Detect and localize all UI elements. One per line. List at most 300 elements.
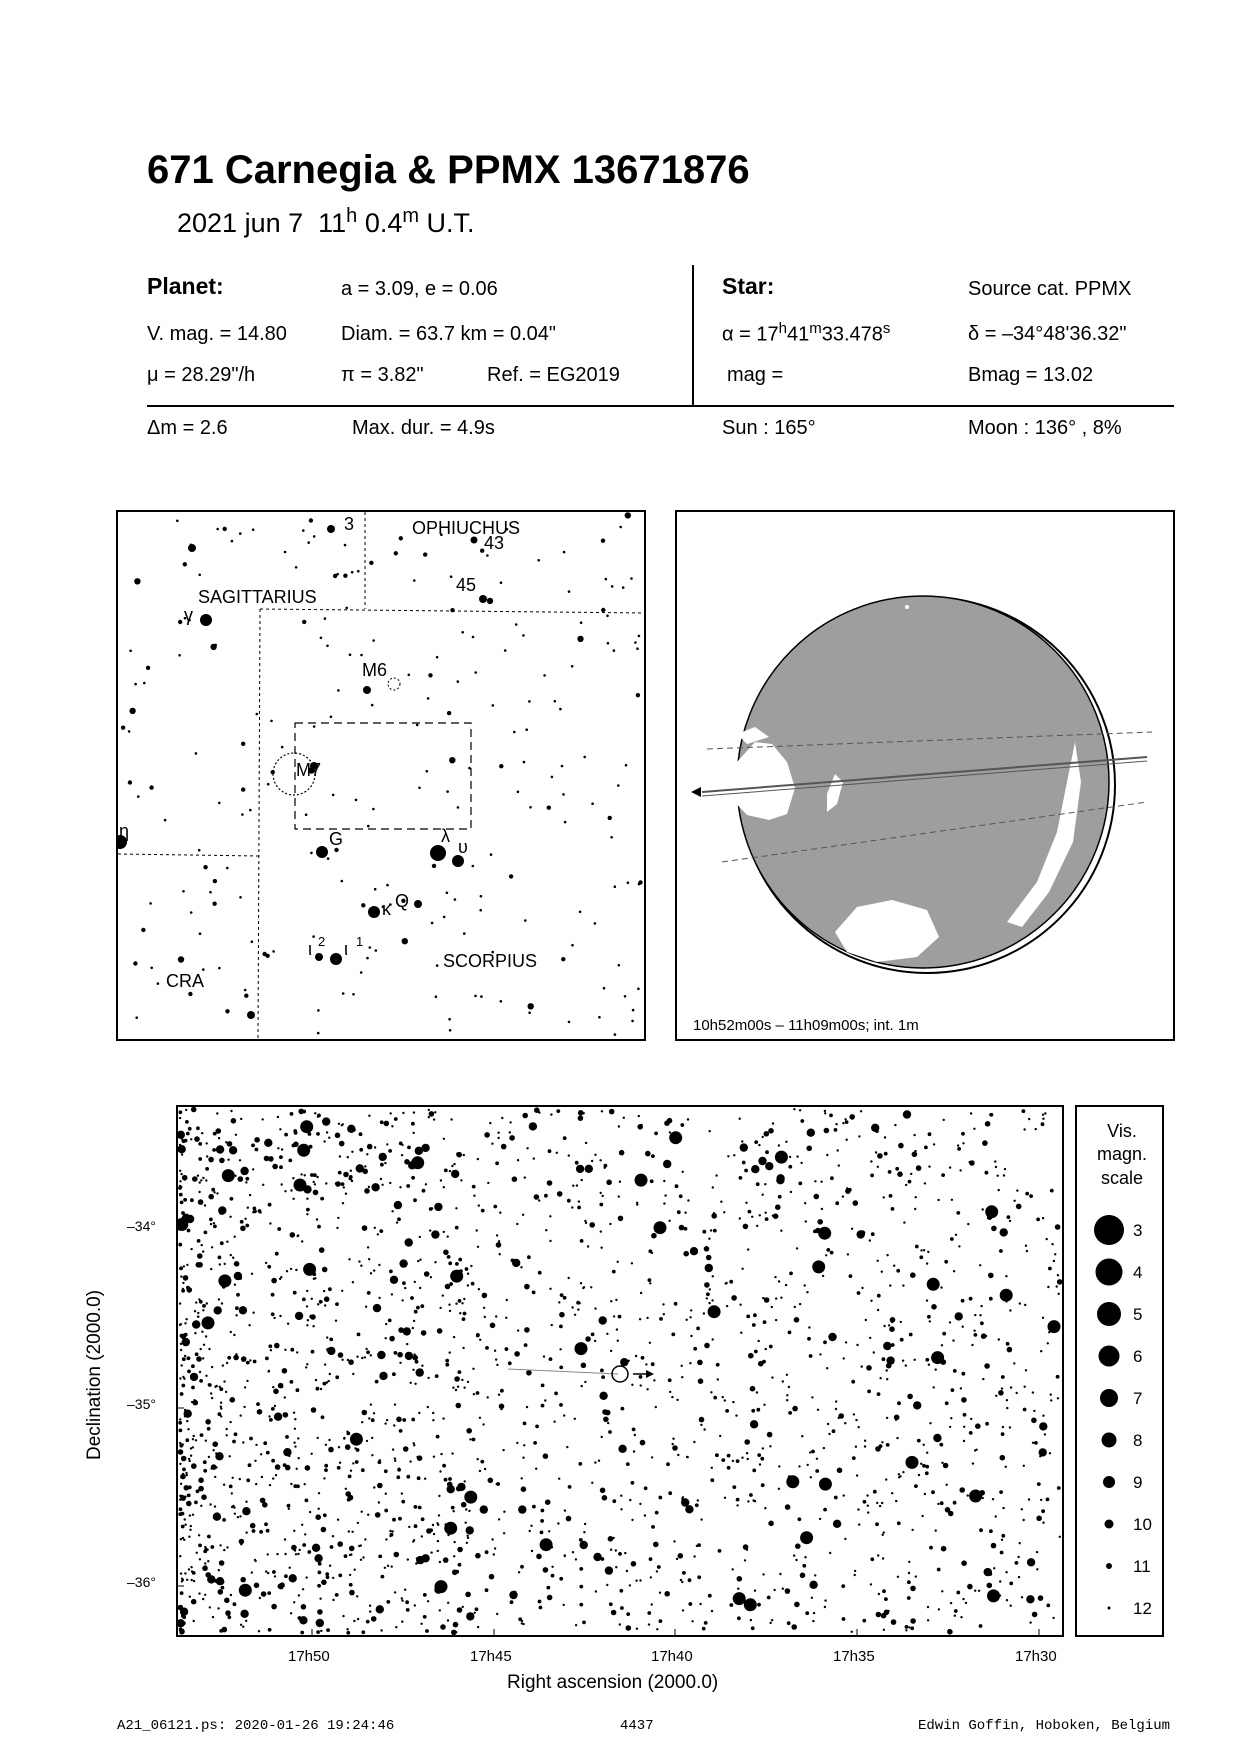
chart-star	[591, 1482, 593, 1484]
footer-author: Edwin Goffin, Hoboken, Belgium	[918, 1718, 1171, 1734]
chart-star	[762, 1573, 764, 1575]
chart-star	[778, 1465, 780, 1467]
chart-star	[1023, 1519, 1025, 1521]
chart-star	[559, 1348, 561, 1350]
chart-star	[396, 1221, 398, 1223]
chart-star	[879, 1505, 881, 1507]
chart-star	[317, 1303, 319, 1305]
chart-star	[477, 1158, 479, 1160]
chart-star	[180, 1334, 184, 1338]
finder-star	[252, 528, 255, 531]
chart-star	[414, 1604, 416, 1606]
chart-star	[631, 1481, 635, 1485]
chart-star	[823, 1447, 825, 1449]
chart-star	[617, 1340, 619, 1342]
chart-star	[568, 1485, 572, 1489]
chart-star	[812, 1260, 825, 1273]
chart-star	[533, 1441, 537, 1445]
chart-star	[882, 1557, 884, 1559]
legend-title	[1097, 1121, 1147, 1188]
chart-star	[265, 1262, 267, 1264]
finder-star	[349, 653, 352, 656]
chart-star	[456, 1403, 462, 1409]
xtick-17h40: 17h40	[651, 1648, 693, 1665]
chart-star	[281, 1386, 283, 1388]
chart-star	[739, 1217, 741, 1219]
chart-star	[712, 1338, 714, 1340]
chart-star	[197, 1262, 203, 1268]
chart-star	[191, 1579, 193, 1581]
label-star-43: 43	[484, 533, 505, 553]
finder-star	[366, 957, 369, 960]
chart-star	[751, 1216, 753, 1218]
chart-star	[339, 1141, 345, 1147]
chart-star	[811, 1396, 813, 1398]
chart-star	[804, 1556, 806, 1558]
chart-star	[877, 1309, 879, 1311]
chart-star	[497, 1132, 499, 1134]
chart-star	[266, 1451, 270, 1455]
chart-star	[649, 1342, 651, 1344]
chart-star	[399, 1186, 401, 1188]
chart-star	[959, 1169, 961, 1171]
chart-star	[886, 1369, 888, 1371]
chart-star	[316, 1619, 324, 1627]
finder-star	[418, 787, 421, 790]
chart-star	[549, 1357, 553, 1361]
chart-star	[636, 1203, 638, 1205]
chart-star	[870, 1300, 872, 1302]
chart-star	[211, 1246, 213, 1248]
chart-star	[695, 1503, 699, 1507]
chart-star	[242, 1626, 244, 1628]
chart-star	[268, 1344, 272, 1348]
chart-star	[673, 1540, 675, 1542]
chart-star	[178, 1186, 182, 1190]
chart-star	[314, 1277, 316, 1279]
chart-star	[1055, 1224, 1061, 1230]
chart-star	[189, 1596, 191, 1598]
chart-star	[324, 1304, 326, 1306]
chart-star	[681, 1581, 683, 1583]
chart-star	[725, 1282, 727, 1284]
finder-star	[611, 585, 614, 588]
chart-star	[332, 1577, 334, 1579]
finder-star	[638, 883, 641, 886]
chart-star	[687, 1118, 689, 1120]
chart-star	[312, 1325, 314, 1327]
legend-mag-label: 5	[1133, 1305, 1143, 1324]
chart-star	[898, 1473, 900, 1475]
moon-elongation: Moon : 136° , 8%	[968, 417, 1122, 439]
finder-star	[135, 1016, 138, 1019]
chart-star	[633, 1450, 635, 1452]
chart-star	[221, 1302, 223, 1304]
chart-star	[316, 1176, 318, 1178]
chart-star	[708, 1305, 721, 1318]
chart-star	[861, 1365, 863, 1367]
chart-star	[226, 1362, 228, 1364]
chart-star	[387, 1565, 389, 1567]
chart-star	[623, 1117, 625, 1119]
chart-star	[264, 1522, 268, 1526]
chart-star	[206, 1549, 208, 1551]
chart-star	[984, 1568, 992, 1576]
finder-star	[361, 903, 365, 907]
chart-star	[193, 1399, 195, 1401]
chart-star	[891, 1492, 893, 1494]
chart-star	[186, 1474, 188, 1476]
chart-star	[391, 1210, 393, 1212]
chart-star	[485, 1550, 489, 1554]
chart-star	[545, 1229, 547, 1231]
chart-star	[401, 1144, 403, 1146]
chart-star	[428, 1116, 430, 1118]
chart-star	[234, 1236, 236, 1238]
chart-star	[919, 1255, 923, 1259]
chart-star	[615, 1566, 617, 1568]
chart-star	[261, 1476, 263, 1478]
chart-star	[999, 1490, 1003, 1494]
chart-star	[907, 1596, 911, 1600]
chart-star	[1001, 1387, 1003, 1389]
chart-star	[466, 1535, 468, 1537]
chart-star	[222, 1518, 226, 1522]
chart-star	[717, 1378, 719, 1380]
chart-star	[805, 1220, 807, 1222]
chart-star	[467, 1273, 469, 1275]
chart-star	[768, 1521, 774, 1527]
chart-star	[634, 1434, 636, 1436]
chart-star	[624, 1552, 626, 1554]
chart-star	[896, 1269, 900, 1273]
chart-star	[285, 1435, 289, 1439]
chart-star	[524, 1343, 528, 1347]
chart-star	[317, 1114, 321, 1118]
chart-star	[302, 1543, 306, 1547]
chart-star	[991, 1543, 997, 1549]
chart-star	[651, 1603, 653, 1605]
chart-star	[202, 1304, 206, 1308]
chart-star	[410, 1382, 412, 1384]
chart-star	[666, 1462, 670, 1466]
chart-star	[668, 1220, 670, 1222]
chart-star	[1059, 1536, 1061, 1538]
chart-star	[432, 1419, 434, 1421]
finder-star	[249, 809, 252, 812]
chart-star	[950, 1417, 952, 1419]
chart-star	[979, 1264, 981, 1266]
chart-star	[727, 1454, 731, 1458]
chart-star	[467, 1381, 469, 1383]
chart-star	[965, 1602, 967, 1604]
chart-star	[386, 1600, 390, 1604]
chart-star	[181, 1138, 183, 1140]
chart-star	[852, 1456, 856, 1460]
chart-star	[808, 1326, 810, 1328]
chart-star	[645, 1363, 647, 1365]
chart-star	[548, 1149, 552, 1153]
chart-star	[179, 1180, 181, 1182]
chart-star	[210, 1268, 212, 1270]
chart-star	[609, 1109, 615, 1115]
chart-star	[527, 1255, 531, 1259]
star-ra-h: h	[778, 320, 787, 337]
chart-star	[306, 1213, 308, 1215]
chart-star	[212, 1148, 216, 1152]
chart-star	[484, 1316, 486, 1318]
finder-star	[603, 987, 606, 990]
label-upsilon: υ	[458, 837, 468, 857]
chart-star	[778, 1195, 782, 1199]
chart-star	[613, 1315, 615, 1317]
chart-star	[260, 1453, 262, 1455]
chart-star	[607, 1422, 609, 1424]
chart-star	[961, 1299, 965, 1303]
chart-star	[1047, 1342, 1049, 1344]
chart-star	[671, 1396, 673, 1398]
chart-star	[279, 1155, 283, 1159]
chart-star	[186, 1132, 190, 1136]
chart-star	[185, 1472, 187, 1474]
chart-star	[377, 1351, 385, 1359]
finder-star	[537, 559, 540, 562]
finder-bright-star	[316, 846, 328, 858]
chart-star	[417, 1560, 421, 1564]
chart-star	[466, 1542, 468, 1544]
chart-star	[841, 1584, 845, 1588]
chart-star	[1023, 1408, 1027, 1412]
chart-star	[916, 1165, 922, 1171]
chart-star	[189, 1460, 191, 1462]
chart-star	[589, 1222, 595, 1228]
chart-star	[498, 1518, 500, 1520]
chart-star	[385, 1538, 387, 1540]
chart-star	[772, 1122, 774, 1124]
chart-star	[1040, 1499, 1042, 1501]
chart-star	[771, 1619, 773, 1621]
legend-mag-label: 3	[1133, 1221, 1143, 1240]
chart-star	[677, 1210, 681, 1214]
chart-star	[769, 1622, 771, 1624]
chart-star	[644, 1514, 646, 1516]
chart-star	[606, 1333, 608, 1335]
chart-star	[451, 1452, 453, 1454]
finder-star	[432, 864, 436, 868]
chart-star	[843, 1494, 845, 1496]
chart-star	[786, 1374, 788, 1376]
chart-star	[1057, 1486, 1061, 1490]
chart-star	[645, 1151, 651, 1157]
finder-star	[178, 620, 182, 624]
chart-star	[747, 1500, 749, 1502]
chart-star	[218, 1274, 231, 1287]
chart-star	[851, 1228, 853, 1230]
chart-star	[201, 1494, 207, 1500]
chart-star	[929, 1422, 931, 1424]
chart-star	[600, 1230, 602, 1232]
chart-star	[600, 1369, 604, 1373]
chart-star	[379, 1153, 387, 1161]
chart-star	[567, 1199, 571, 1203]
finder-star	[525, 728, 528, 731]
chart-star	[952, 1339, 954, 1341]
chart-star	[626, 1612, 630, 1616]
chart-star	[230, 1331, 232, 1333]
chart-star	[723, 1211, 725, 1213]
chart-star	[751, 1165, 759, 1173]
chart-star	[239, 1584, 252, 1597]
chart-star	[390, 1276, 398, 1284]
chart-star	[391, 1125, 393, 1127]
chart-star	[290, 1483, 292, 1485]
chart-star	[215, 1452, 217, 1454]
chart-star	[391, 1293, 393, 1295]
chart-star	[994, 1160, 996, 1162]
chart-star	[876, 1502, 878, 1504]
chart-star	[598, 1460, 600, 1462]
chart-star	[339, 1155, 341, 1157]
chart-star	[321, 1580, 327, 1586]
chart-star	[897, 1401, 901, 1405]
chart-star	[414, 1281, 416, 1283]
event-title: 671 Carnegia & PPMX 13671876	[147, 148, 750, 192]
finder-star	[369, 946, 372, 949]
finder-chart	[116, 510, 646, 1041]
chart-star	[461, 1379, 463, 1381]
chart-star	[314, 1112, 316, 1114]
chart-star	[834, 1128, 838, 1132]
chart-star	[731, 1295, 737, 1301]
legend-symbol	[1096, 1259, 1123, 1286]
chart-star	[367, 1246, 369, 1248]
chart-star	[672, 1438, 674, 1440]
finder-star	[225, 1009, 229, 1013]
chart-star	[347, 1156, 349, 1158]
chart-star	[198, 1298, 200, 1300]
chart-star	[245, 1501, 247, 1503]
chart-star	[778, 1144, 780, 1146]
chart-star	[401, 1492, 403, 1494]
chart-star	[822, 1275, 824, 1277]
chart-star	[1025, 1245, 1027, 1247]
chart-star	[617, 1261, 619, 1263]
chart-star	[480, 1505, 488, 1513]
chart-star	[219, 1158, 225, 1164]
chart-star	[557, 1522, 559, 1524]
chart-star	[578, 1200, 580, 1202]
chart-star	[385, 1493, 387, 1495]
chart-star	[192, 1514, 194, 1516]
chart-star	[1042, 1522, 1044, 1524]
chart-star	[271, 1278, 277, 1284]
chart-star	[564, 1509, 566, 1511]
chart-star	[224, 1598, 230, 1604]
chart-star	[476, 1229, 478, 1231]
chart-star	[389, 1270, 393, 1274]
chart-star	[190, 1525, 192, 1527]
chart-star	[941, 1590, 943, 1592]
chart-star	[900, 1321, 902, 1323]
chart-star	[866, 1494, 868, 1496]
chart-star	[709, 1130, 711, 1132]
chart-star	[179, 1429, 183, 1433]
hour-unit: h	[346, 205, 358, 227]
chart-star	[371, 1616, 377, 1622]
finder-star	[137, 795, 140, 798]
chart-star	[335, 1133, 341, 1139]
label-lambda: λ	[441, 826, 450, 846]
chart-star	[384, 1509, 388, 1513]
chart-star	[434, 1261, 436, 1263]
xtick-17h50: 17h50	[288, 1648, 330, 1665]
chart-star	[888, 1324, 890, 1326]
chart-star	[200, 1505, 202, 1507]
chart-star	[1001, 1534, 1005, 1538]
chart-star	[579, 1603, 583, 1607]
chart-star	[690, 1309, 692, 1311]
chart-star	[914, 1208, 916, 1210]
finder-star	[591, 802, 594, 805]
chart-star	[1033, 1410, 1035, 1412]
finder-star	[369, 561, 373, 565]
chart-star	[814, 1574, 816, 1576]
chart-star	[187, 1428, 189, 1430]
chart-star	[955, 1234, 957, 1236]
chart-star	[293, 1601, 295, 1603]
chart-star	[448, 1304, 450, 1306]
chart-star	[740, 1332, 742, 1334]
finder-star	[157, 982, 160, 985]
chart-star	[202, 1250, 204, 1252]
legend-symbol	[1108, 1607, 1111, 1610]
chart-star	[702, 1230, 706, 1234]
chart-star	[554, 1392, 558, 1396]
chart-star	[640, 1384, 642, 1386]
finder-star	[474, 995, 477, 998]
chart-star	[268, 1370, 270, 1372]
chart-star	[726, 1305, 728, 1307]
chart-star	[229, 1485, 233, 1489]
chart-star	[388, 1319, 392, 1323]
chart-star	[887, 1610, 889, 1612]
chart-star	[585, 1336, 591, 1342]
chart-star	[832, 1429, 836, 1433]
finder-star	[480, 995, 483, 998]
chart-star	[923, 1444, 925, 1446]
chart-star	[568, 1277, 570, 1279]
chart-star	[482, 1423, 484, 1425]
chart-star	[963, 1440, 965, 1442]
chart-star	[279, 1278, 281, 1280]
chart-star	[1005, 1275, 1007, 1277]
chart-star	[1005, 1300, 1007, 1302]
legend-mag-label: 4	[1133, 1263, 1143, 1282]
chart-star	[449, 1351, 451, 1353]
finder-star	[241, 813, 244, 816]
chart-star	[373, 1269, 375, 1271]
chart-star	[413, 1444, 415, 1446]
chart-star	[287, 1504, 291, 1508]
chart-star	[672, 1445, 678, 1451]
chart-star	[314, 1183, 316, 1185]
chart-star	[187, 1370, 191, 1374]
star-ra-s: s	[882, 320, 891, 337]
chart-star	[255, 1483, 257, 1485]
chart-star	[198, 1191, 200, 1193]
chart-star	[237, 1274, 239, 1276]
chart-star	[180, 1443, 182, 1445]
